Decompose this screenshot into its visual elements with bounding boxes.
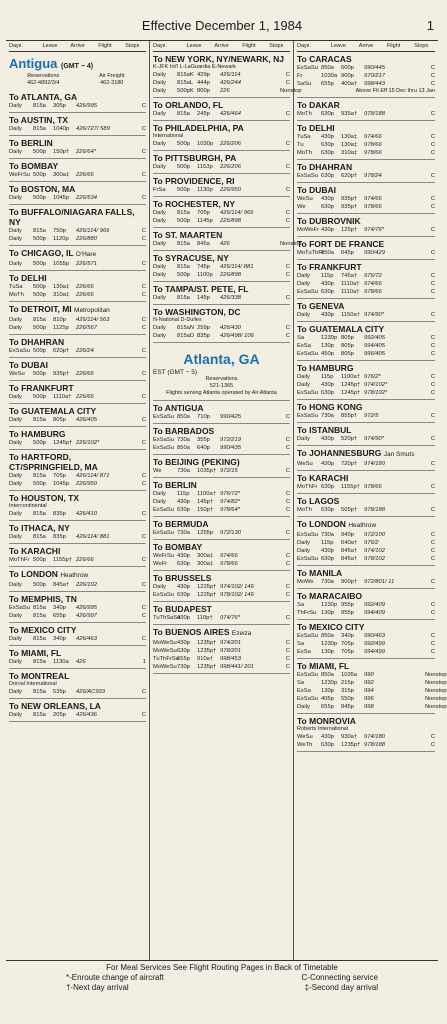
destination-name: To DAKAR — [297, 100, 340, 110]
destination-section — [297, 121, 435, 160]
flight-sections — [153, 52, 302, 343]
destination-section — [9, 567, 146, 592]
flight-row: Daily 500p 1245p† 226/102* C — [9, 440, 146, 446]
flight-row: Daily 815a 205p 426/436 C — [9, 712, 146, 718]
destination-name: To DUBAI — [297, 185, 337, 195]
flight-row: ExSaSu 630p 1225p† 978/102/ 146 C — [153, 592, 290, 598]
destination-name: To LONDON Heathrow — [297, 519, 377, 529]
destination-name: To KARACHI — [297, 473, 349, 483]
destination-name: To CHICAGO, IL O'Hare — [9, 248, 97, 258]
flight-row: Daily 815a 805p 426/405 C — [9, 417, 146, 423]
flight-row: TuSa 430p 130a‡ 974/66 C — [297, 134, 435, 140]
destination-section — [297, 52, 435, 98]
flight-row: Daily 500p 1153p 226/206 C — [153, 164, 290, 170]
destination-name: To MEMPHIS, TN — [9, 594, 77, 604]
flight-row: Daily 500p 1030p 226/206 C — [153, 141, 290, 147]
flight-row: Daily 500p 1100p 226/898 C — [153, 272, 290, 278]
destination-name: To HOUSTON, TX — [9, 493, 80, 503]
destination-section — [9, 136, 146, 159]
flight-row: Sa 1230p 955p 992/409 C — [297, 602, 435, 608]
destination-section — [153, 52, 302, 98]
destination-name: To BUFFALO/NIAGARA FALLS, NY — [9, 207, 135, 227]
destination-section — [9, 450, 146, 491]
destination-section — [9, 521, 146, 544]
destination-section — [297, 237, 435, 260]
flight-row: MoThFr 630p 1155p† 978/66 C — [297, 484, 435, 490]
flight-row: Fr 1030a 900p 970/217 C — [297, 73, 435, 79]
flight-row: ExSa 130p 315p 994 Nonstop — [297, 688, 447, 694]
origin-city: Atlanta, GA — [183, 351, 260, 367]
destination-name: To DELHI — [297, 123, 335, 133]
destination-name: To BOSTON, MA — [9, 184, 76, 194]
flight-row: MoTh 500p 310a‡ 226/66 C — [9, 292, 146, 298]
flight-row: Daily 655p 845p 998 Nonstop — [297, 704, 447, 710]
destination-section — [153, 602, 290, 625]
destination-name: To LONDON Heathrow — [9, 569, 89, 579]
destination-section — [297, 299, 435, 322]
destination-section — [9, 358, 146, 381]
destination-name: To GUATEMALA CITY — [9, 406, 97, 416]
destination-section — [153, 571, 290, 602]
flight-row: WeSu 500p 935p† 226/66 C — [9, 371, 146, 377]
flight-row: ExSaSu 850a 710p 990/425 C — [153, 414, 290, 420]
effective-note: Above Flt Eff 15 Dec thru 13 Jan — [355, 88, 435, 94]
flight-row: ExSaSu 630p 620p† 978/24 C — [297, 173, 435, 179]
flight-row: Daily 430p 1150a† 974/90* C — [297, 312, 435, 318]
flight-row: WeSu 430p 930a† 974/180 C — [297, 734, 435, 740]
flight-row: Daily 500pK 800p 226 Nonstop — [153, 88, 302, 94]
destination-note: Dorval International — [9, 681, 57, 687]
destination-section — [153, 305, 290, 343]
flight-row: Daily 500p 1045p 226/534 C — [9, 195, 146, 201]
destination-section — [297, 620, 435, 659]
destination-name: To DUBROVNIK — [297, 216, 361, 226]
flight-row: Sa 1230p 705p 992/499 C — [297, 641, 435, 647]
destination-name: To FRANKFURT — [9, 383, 74, 393]
flight-row: Daily 500p 1110a† 226/66 C — [9, 394, 146, 400]
destination-section — [153, 478, 290, 517]
destination-name: To DUBAI — [9, 360, 49, 370]
destination-name: To BUDAPEST — [153, 604, 212, 614]
flight-row: Daily 430p 145p† 974/82* C — [153, 499, 290, 505]
column-header: Days Leave Arrive Flight Stops — [153, 41, 290, 52]
reservations-label: Reservations — [205, 376, 238, 382]
destination-name: To ITHACA, NY — [9, 523, 70, 533]
flight-row: Daily 815a 245p 426/464 C — [153, 111, 290, 117]
operated-by-note: Flights serving Atlanta operated by Air Atlanta — [153, 390, 290, 401]
flight-row: Daily 500p 1045p 226/950 C — [9, 481, 146, 487]
destination-name: To LAGOS — [297, 496, 340, 506]
page-footer — [6, 960, 438, 993]
flight-row: Daily 815a 145p 426/338 C — [153, 295, 290, 301]
destination-name: To MONTREAL — [9, 671, 70, 681]
destination-name: To PROVIDENCE, RI — [153, 176, 235, 186]
destination-section — [153, 121, 290, 151]
meal-note: For Meal Services See Flight Routing Pages in Back of Timetable — [106, 963, 338, 972]
destination-section — [297, 183, 435, 214]
destination-name: To DETROIT, MI Metropolitan — [9, 304, 110, 314]
flight-row: Daily 500p 150p† 226/64* C — [9, 149, 146, 155]
flight-row: Daily 430p 1110a† 974/66 C — [297, 281, 435, 287]
flight-row: MoTh 630p 505p† 978/188 C — [297, 507, 435, 513]
flight-row: Daily 815a 1040p 426/727/ 589 C — [9, 126, 146, 132]
flight-row: Daily 115p 1100a† 976/72* C — [153, 491, 290, 497]
destination-section — [153, 151, 290, 174]
flight-row: ExSaSu 815a 340p 426/995 C — [9, 605, 146, 611]
destination-name: To HAMBURG — [9, 429, 66, 439]
flight-row: Daily 430p 1245p† 974/102* C — [297, 382, 435, 388]
flight-row: Daily 115p 745a† 976/72 C — [297, 273, 435, 279]
destination-section — [153, 540, 290, 571]
destination-section — [153, 455, 290, 478]
destination-section — [9, 404, 146, 427]
destination-name: To ST. MAARTEN — [153, 230, 223, 240]
flight-row: ExSaSu 850a 600p 990/445 C — [297, 65, 435, 71]
flight-row: Daily 815a 835p 426/114/ 881 C — [9, 534, 146, 540]
destination-section — [297, 494, 435, 517]
destination-section — [9, 335, 146, 358]
destination-section — [297, 361, 435, 400]
destination-section — [9, 205, 146, 246]
flight-row: MoTuThFr 850a 645p 990/429 C — [297, 250, 435, 256]
destination-name: To BOMBAY — [153, 542, 203, 552]
destination-section — [153, 517, 290, 540]
flight-row: MoWeFr 430p 125p† 974/76* C — [297, 227, 435, 233]
destination-section — [153, 282, 290, 305]
destination-name: To HAMBURG — [297, 363, 354, 373]
timezone: EST (GMT − 5) — [153, 369, 198, 376]
destination-name: To KARACHI — [9, 546, 61, 556]
destination-note: Roberts International — [297, 726, 349, 732]
destination-section — [153, 424, 290, 455]
destination-name: To BOMBAY — [9, 161, 59, 171]
destination-name: To BRUSSELS — [153, 573, 212, 583]
destination-section — [9, 491, 146, 521]
column-2 — [150, 41, 302, 960]
destination-name: To DHAHRAN — [9, 337, 65, 347]
flight-row: Sa 1230p 805p 992/405 C — [297, 335, 435, 341]
flight-row: ExSaSu 850a 340p 990/463 C — [297, 633, 435, 639]
destination-name: To GENEVA — [297, 301, 345, 311]
flight-row: ExSaSu 630p 1245p† 978/102* C — [297, 390, 435, 396]
column-3 — [294, 41, 447, 960]
destination-name: To MARACAIBO — [297, 591, 362, 601]
flight-row: MoWeSu 430p 1235p† 974/201 C — [153, 640, 290, 646]
flight-row: ExSaSu 630p 845a† 978/102 C — [297, 556, 435, 562]
flight-row: Daily 815a 705p 426/114/ 966 C — [153, 210, 290, 216]
flight-row: Daily 815aN 259p 426/430 C — [153, 325, 290, 331]
flight-row: ExSa 130p 705p 994/499 C — [297, 649, 435, 655]
flight-row: ExSaSu 730a 1255p 972/130 C — [153, 530, 290, 536]
destination-name: To PHILADELPHIA, PA — [153, 123, 244, 133]
destination-section — [297, 423, 435, 446]
flight-row: Daily 115p 1100a† 976/2* C — [297, 374, 435, 380]
flight-row: ExSaSu 850a 1035a 990 Nonstop — [297, 672, 447, 678]
reservations-info: Reservations 462-4892/3/4 Air Freight 462-3180 — [27, 73, 125, 86]
origin-city: Antigua (GMT − 4) — [9, 56, 94, 71]
destination-section — [9, 427, 146, 450]
flight-row: ExSaSu 450p 805p 996/405 C — [297, 351, 435, 357]
page-header — [6, 0, 438, 40]
destination-name: To MEXICO CITY — [9, 625, 77, 635]
column-1 — [6, 41, 150, 960]
destination-name: To JOHANNESBURG Jan Smuts — [297, 448, 415, 458]
legend-next-day: †-Next day arrival — [66, 983, 129, 992]
destination-note: Intercontinental — [9, 503, 47, 509]
destination-name: To MONROVIA — [297, 716, 356, 726]
flight-row: Daily 815a 750p 426/114/ 966 C — [9, 228, 146, 234]
destination-name: To SYRACUSE, NY — [153, 253, 229, 263]
destination-section — [9, 271, 146, 302]
destination-section — [9, 544, 146, 567]
flight-row: WeFr 630p 300a‡ 978/66 C — [153, 561, 290, 567]
destination-name: To FORT DE FRANCE — [297, 239, 385, 249]
flight-row: SaSu 655p 400a† 998/443 C — [297, 81, 435, 87]
legend-second-day: ‡-Second day arrival — [304, 983, 378, 992]
flight-row: We 630p 935p† 978/66 C — [297, 204, 435, 210]
flight-row: WeFrSu 500p 300a‡ 226/66 C — [9, 172, 146, 178]
destination-name: To NEW YORK, NY/NEWARK, NJ — [153, 54, 284, 64]
destination-section — [9, 699, 146, 722]
destination-section — [297, 400, 435, 423]
destination-section — [9, 646, 146, 669]
destination-section — [9, 90, 146, 113]
destination-name: To BUENOS AIRES Ezeiza — [153, 627, 252, 637]
flight-row: MoTh 630p 310a‡ 978/66 C — [297, 150, 435, 156]
reservations-phone: 521-1365 — [209, 383, 234, 389]
destination-name: To NEW ORLEANS, LA — [9, 701, 101, 711]
flight-row: Daily 815a 340p 426/463 C — [9, 636, 146, 642]
destination-section — [9, 113, 146, 136]
destination-name: To DHAHRAN — [297, 162, 353, 172]
flight-row: Daily 815a 705p 426/114/ 871 C — [9, 473, 146, 479]
flight-row: MoWeSu 730p 1235p† 998/441/ 201 C — [153, 664, 290, 670]
destination-name: To TAMPA/ST. PETE, FL — [153, 284, 249, 294]
destination-note: International — [153, 133, 184, 139]
flight-row: ExSaSu 850a 640p 990/435 C — [153, 445, 290, 451]
destination-section — [9, 159, 146, 182]
destination-name: To MIAMI, FL — [9, 648, 62, 658]
flight-row: Daily 500p 1125p 226/567 C — [9, 325, 146, 331]
destination-section — [153, 197, 290, 228]
destination-name: To ISTANBUL — [297, 425, 352, 435]
flight-row: Daily 430p 1225p† 974/102/ 146 C — [153, 584, 290, 590]
destination-section — [297, 98, 435, 121]
flight-sections — [153, 401, 290, 674]
column-header: Days Leave Arrive Flight Stops — [9, 41, 146, 52]
destination-section — [9, 381, 146, 404]
destination-name: To ROCHESTER, NY — [153, 199, 236, 209]
columns — [6, 40, 447, 960]
destination-name: To CARACAS — [297, 54, 352, 64]
flight-row: Daily 115p 640a† 976/2 C — [297, 540, 435, 546]
flight-row: Daily 815aK 429p 426/114 C — [153, 72, 290, 78]
destination-section — [297, 589, 435, 620]
flight-sections — [9, 90, 146, 722]
destination-section — [9, 246, 146, 271]
destination-name: To BERMUDA — [153, 519, 209, 529]
timetable-page — [6, 0, 447, 1024]
destination-name: To ORLANDO, FL — [153, 100, 224, 110]
flight-row: MoWeSu 630p 1235p† 978/201 C — [153, 648, 290, 654]
flight-row: Tu 630p 130a‡ 978/66 C — [297, 142, 435, 148]
destination-section — [153, 401, 290, 424]
destination-section — [297, 566, 435, 589]
destination-name: To FRANKFURT — [297, 262, 362, 272]
destination-name: To BERLIN — [9, 138, 53, 148]
destination-name: To PITTSBURGH, PA — [153, 153, 237, 163]
destination-note: K-JFK Int'l L-LaGuardia E-Newark — [153, 64, 236, 70]
flight-row: ExSa 130p 805p 994/405 C — [297, 343, 435, 349]
flight-row: ExSaSu 500p 620p† 226/24 C — [9, 348, 146, 354]
flight-row: We 730a 1035p† 972/15 C — [153, 468, 290, 474]
flight-row: WeFrSu 430p 300a‡ 974/66 C — [153, 553, 290, 559]
flight-row: Daily 500p 1145p 226/898 C — [153, 218, 290, 224]
destination-section — [297, 714, 435, 752]
destination-section — [153, 228, 302, 251]
destination-name: To ANTIGUA — [153, 403, 204, 413]
destination-name: To BERLIN — [153, 480, 197, 490]
flight-row: Daily 430p 845a† 974/102 C — [297, 548, 435, 554]
legend-connecting: C-Connecting service — [301, 973, 378, 982]
flight-row: TuThFrSa 655p 910a† 998/453 C — [153, 656, 290, 662]
flight-row: Daily 815aD 835p 426/498/ 106 C — [153, 333, 290, 339]
flight-row: FrSa 500p 1130p 226/950 C — [153, 187, 290, 193]
flight-row: Daily 815a 655p 426/997 C — [9, 613, 146, 619]
flight-row: Daily 815a 535p 426/AC933 C — [9, 689, 146, 695]
destination-section — [297, 517, 435, 566]
flight-row: Daily 815a 810p 426/114/ 563 C — [9, 317, 146, 323]
destination-name: To MIAMI, FL — [297, 661, 350, 671]
flight-row: MoThFr 500p 1155p† 226/66 C — [9, 557, 146, 563]
destination-name: To MANILA — [297, 568, 343, 578]
flight-row: MoWe 730a 900p† 972/801/ 11 C — [297, 579, 435, 585]
destination-section — [153, 98, 290, 121]
flight-row: WeSu 430p 720p† 974/180 C — [297, 461, 435, 467]
flight-row: WeTh 630p 1235p† 978/188 C — [297, 742, 435, 748]
flight-row: MoTh 630p 935a† 978/188 C — [297, 111, 435, 117]
flight-row: Daily 430p 520p† 974/90* C — [297, 436, 435, 442]
flight-row: ExSaSu 730a 940p 972/100 C — [297, 532, 435, 538]
flight-row: Daily 815a 1130a 426 1 — [9, 659, 146, 665]
effective-date: Effective December 1, 1984 — [141, 18, 303, 33]
destination-section — [9, 669, 146, 699]
destination-name: To HONG KONG — [297, 402, 363, 412]
destination-section — [9, 182, 146, 205]
destination-name: To ATLANTA, GA — [9, 92, 78, 102]
destination-name: To BARBADOS — [153, 426, 215, 436]
flight-sections — [297, 52, 447, 752]
destination-section — [297, 659, 447, 714]
flight-row: ExSaSu 630p 150p† 978/64* C — [153, 507, 290, 513]
flight-row: ExSaSu 630p 1110a† 978/66 C — [297, 289, 435, 295]
destination-section — [9, 592, 146, 623]
legend-enroute: *-Enroute change of aircraft — [66, 973, 164, 982]
flight-row: Daily 815a 835p 426/410 C — [9, 511, 146, 517]
flight-row: ExSaSu 730a 355p 972/219 C — [153, 437, 290, 443]
destination-name: To WASHINGTON, DC — [153, 307, 241, 317]
destination-section — [153, 625, 290, 674]
destination-name: To MEXICO CITY — [297, 622, 365, 632]
destination-name: To BEIJING (PEKING) — [153, 457, 240, 467]
flight-row: ThFrSu 130p 955p 994/409 C — [297, 610, 435, 616]
destination-section — [153, 174, 290, 197]
flight-row: ExSaSu 730a 855p† 972/5 C — [297, 413, 435, 419]
flight-row: Daily 500p 1055p 226/571 C — [9, 261, 146, 267]
destination-section — [153, 251, 290, 282]
destination-section — [9, 302, 146, 335]
destination-name: To AUSTIN, TX — [9, 115, 69, 125]
flight-row: Daily 815aL 444p 426/244 C — [153, 80, 290, 86]
flight-row: Daily 500p 1120p 226/880 C — [9, 236, 146, 242]
flight-row: Daily 815a 745p 426/114/ 881 C — [153, 264, 290, 270]
column-header: Days Leave Arrive Flight Stops — [297, 41, 435, 52]
page-number: 1 — [426, 18, 434, 33]
flight-row: Daily 815a 305p 426/995 C — [9, 103, 146, 109]
destination-section — [9, 623, 146, 646]
flight-row: Daily 500p 845a† 226/102 C — [9, 582, 146, 588]
destination-section — [297, 322, 435, 361]
flight-row: Daily 815a 845a 426 Nonstop — [153, 241, 302, 247]
destination-name: To GUATEMALA CITY — [297, 324, 385, 334]
destination-note: N-National D-Dulles — [153, 317, 202, 323]
flight-row: ExSaSu 405p 550p 996 Nonstop — [297, 696, 447, 702]
flight-row: TuThSaSu 430p 110p† 974/76* C — [153, 615, 290, 621]
flight-row: TuSa 500p 130a‡ 226/66 C — [9, 284, 146, 290]
destination-section — [297, 446, 435, 471]
destination-section — [297, 471, 435, 494]
destination-name: To HARTFORD, CT/SPRINGFIELD, MA — [9, 452, 98, 472]
destination-section — [297, 260, 435, 299]
destination-section — [297, 214, 435, 237]
destination-section — [297, 160, 435, 183]
destination-name: To DELHI — [9, 273, 47, 283]
flight-row: Sa 1230p 215p 992 Nonstop — [297, 680, 447, 686]
flight-row: WeSu 430p 935p† 974/66 C — [297, 196, 435, 202]
